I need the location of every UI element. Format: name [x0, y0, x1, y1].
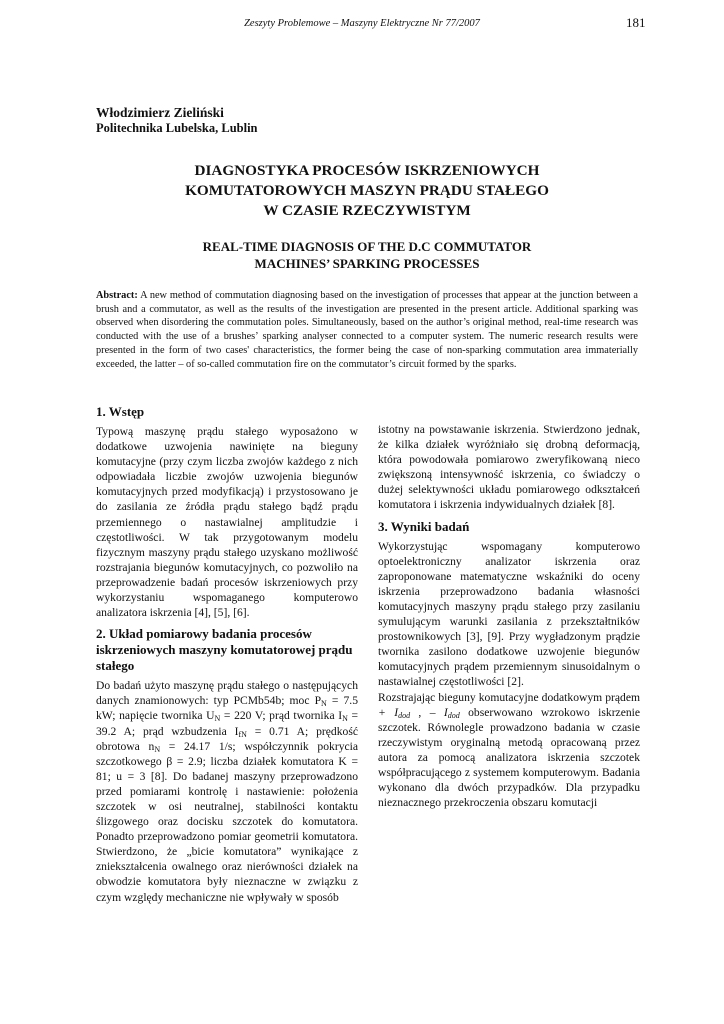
- abstract-label: Abstract:: [96, 290, 138, 301]
- subscript-n: N: [154, 744, 161, 754]
- abstract-text: A new method of commutation diagnosing based on the investigation of processes that appear at the junction between a brush and a commutator, as well as the results of the investigation are presented in the present article. Additional sparking was observed when disordering the commutation poles. Simultaneously, based on the author’s original method, real-time research was conducted with the use of a brushes’ sparking analyser connected to a computer system. The numeric research results were presented in the form of two cases' characteristics, the former being the case of non-sparking commutation area immaterially exceeded, the latter – of so-called commutation fire on the commutator’s circuit formed by the sparks.: [96, 290, 639, 370]
- subscript-n: N: [342, 714, 348, 724]
- math-minus-idod: – I: [429, 705, 448, 719]
- author-name: Włodzimierz Zieliński: [96, 105, 224, 120]
- section-2-heading: 2. Układ pomiarowy badania procesów iskrzeniowych maszyny komutatorowej prądu stałego: [96, 626, 353, 674]
- author-affiliation: Politechnika Lubelska, Lublin: [96, 121, 258, 135]
- title-english-line: REAL-TIME DIAGNOSIS OF THE D.C COMMUTATOR: [202, 239, 532, 254]
- math-plus-idod: + I: [378, 705, 399, 719]
- section-3-paragraph: [378, 690, 640, 811]
- abstract: [96, 289, 638, 371]
- section-2-paragraph: [96, 678, 358, 914]
- subscript-fn: fN: [238, 729, 247, 739]
- column-right: [378, 422, 640, 810]
- sec2-text: = 0.71 A; prędkość obrotowa n: [96, 724, 358, 753]
- title-polish-line: W CZASIE RZECZYWISTYM: [263, 202, 471, 219]
- math-separator: ,: [410, 705, 430, 719]
- sec2-text: Do badań użyto maszynę prądu stałego o następujących danych znamionowych: typ PCMb54b; moc P: [96, 679, 358, 708]
- title-polish-line: KOMUTATOROWYCH MASZYN PRĄDU STAŁEGO: [185, 182, 549, 199]
- subscript-dod: dod: [447, 710, 460, 720]
- title-polish-line: DIAGNOSTYKA PROCESÓW ISKRZENIOWYCH: [194, 162, 540, 179]
- section-1-heading: 1. Wstęp: [96, 404, 145, 419]
- sec2-text: = 220 V; prąd twornika I: [220, 709, 343, 723]
- column-left: [96, 404, 358, 914]
- section-2-paragraph-continued: istotny na powstawanie iskrzenia. Stwierdzono jednak, że kilka działek wyróżniało się drobną deformacją, która powodowała pomiarowo zweryfikowaną nieco zwiększoną intensywność iskrzenia, co świadczy o dużej selektywności układu pomiarowego odkształceń komutatora i iskrzenia indywidualnych działek [8].: [378, 423, 640, 512]
- sec2-text: = 7.5 kW; napięcie twornika U: [96, 694, 358, 723]
- running-head: Zeszyty Problemowe – Maszyny Elektryczne Nr 77/2007: [244, 18, 480, 29]
- sec3-text: Rozstrajając bieguny komutacyjne dodatkowym prądem: [378, 690, 640, 704]
- subscript-n: N: [321, 699, 327, 709]
- sec2-text: = 24.17 1/s; współczynnik pokrycia szczotkowego β = 2.9; liczba działek komutatora K = 81; u = 3 [8]. Do badanej maszyny przeprowadzono przed pomiarami kontrolę i nastawienie: położenia szczotek w osi neutralnej, stabilności kontaktu ślizgowego oraz docisku szczotek do komutatora. Ponadto przeprowadzono pomiar geometrii komutatora. Stwierdzono, że „bicie komutatora” wynikające z zniekształcenia owalnego oraz nierówności działek na obwodzie komutatora były nieznaczne w związku z czym względy mechaniczne nie wpływały w sposób: [96, 739, 358, 904]
- sec2-text: = 39.2 A; prąd wzbudzenia I: [96, 709, 358, 738]
- section-3-paragraph: Wykorzystując wspomagany komputerowo optoelektroniczny analizator iskrzenia oraz zaproponowane matematyczne wskaźniki do oceny iskrzenia przeprowadzono badania własności komutacyjnych maszyny prądu stałego przy zasilaniu symulującym warunki zasilania z przekształtników prostownikowych [3], [9]. Przy wygładzonym prądzie twornika zasilono dodatkowe uzwojenie biegunów komutacyjnych prądem przemiennym sinusoidalnym o nastawialnej częstotliwości [2].: [378, 539, 640, 689]
- title-polish: [96, 161, 638, 221]
- subscript-dod: dod: [398, 710, 411, 720]
- section-3-heading: 3. Wyniki badań: [378, 518, 470, 534]
- section-1-paragraph: Typową maszynę prądu stałego wyposażono w dodatkowe uzwojenia nawinięte na bieguny komutacyjne (przy czym liczba zwojów każdego z nich odpowiadała liczbie zwojów uzwojenia biegunów komutacyjnych przed modyfikacją) i przystosowano je do zasilania ze źródła prądu stałego bądź prądu przemiennego o nastawialnej amplitudzie i częstotliwości. W tak przygotowanym modelu fizycznym maszyny prądu stałego uzyskano możliwość rozstrajania biegunów komutacyjnych, co pozwoliło na przeprowadzenie badań procesów iskrzeniowych przy wykorzystaniu wspomaganego komputerowo analizatora iskrzenia [4], [5], [6].: [96, 425, 358, 620]
- title-english-line: MACHINES’ SPARKING PROCESSES: [254, 256, 480, 271]
- page-number: 181: [626, 15, 646, 30]
- title-english: [96, 238, 638, 272]
- subscript-n: N: [214, 714, 221, 724]
- sec3-text: obserwowano wzrokowo iskrzenie szczotek. Równolegle prowadzono badania w czasie rzeczywistym oryginalną metodą opracowaną przez autora za pomocą analizatora iskrzenia szczotek współpracującego z systemem komputerowym. Badania wykonano dla dwóch przypadków. Dla przypadku nieznacznego przekroczenia obszaru komutacji: [378, 705, 641, 810]
